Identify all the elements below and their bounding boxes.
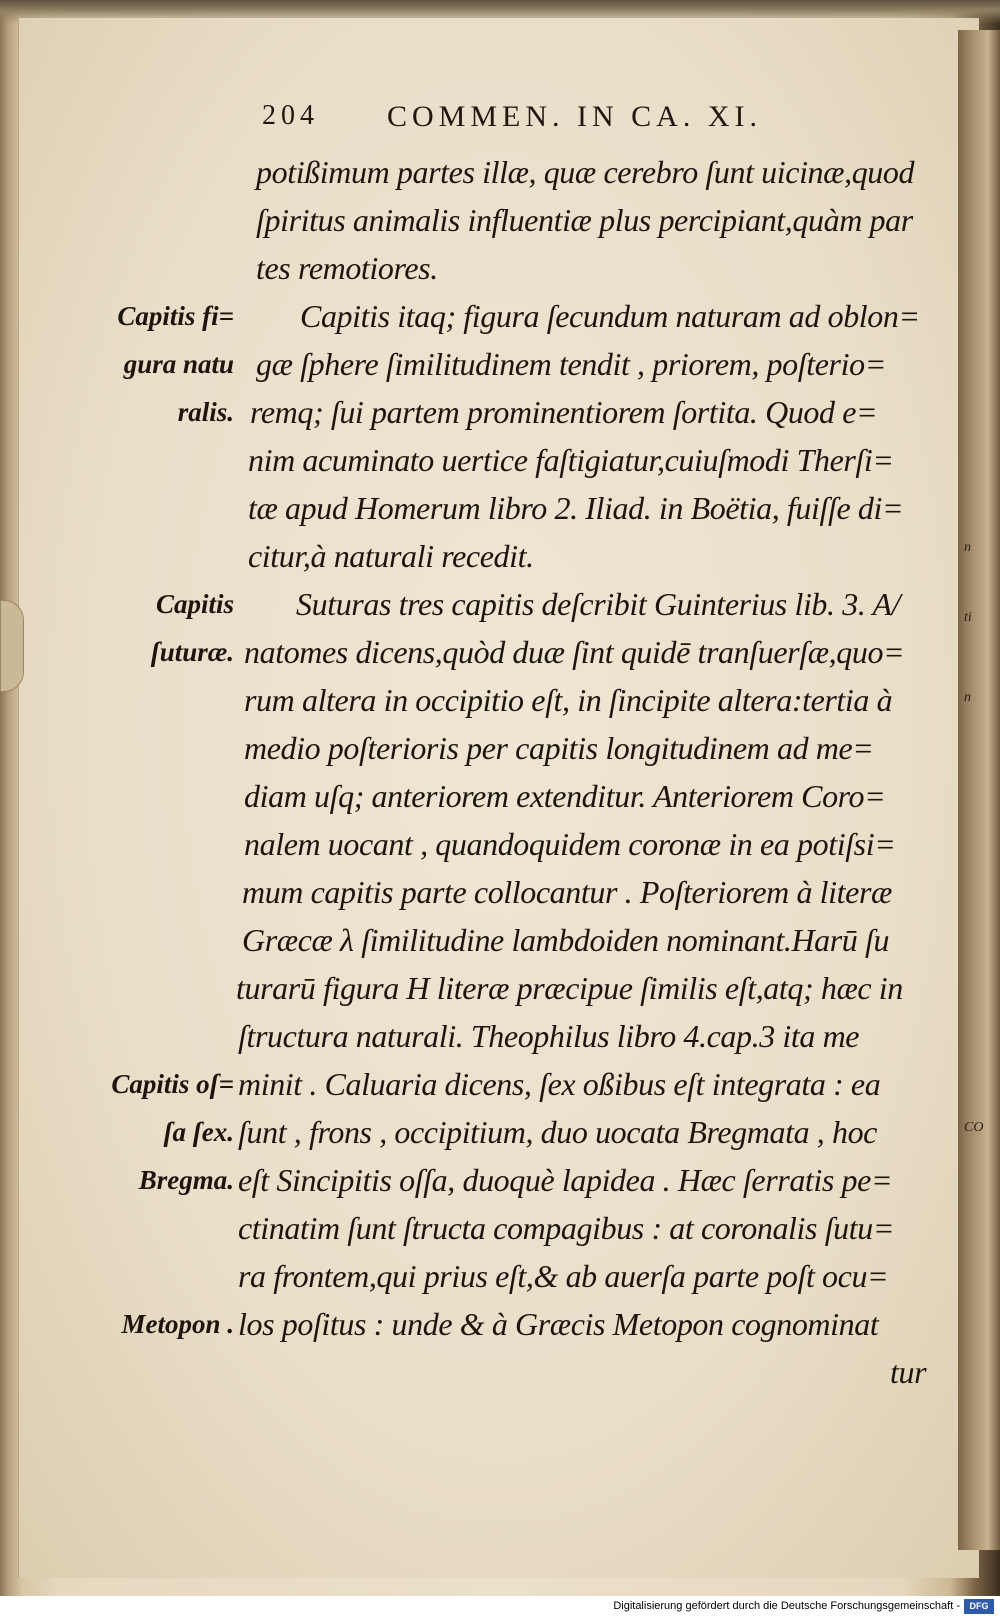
book-clasp: [0, 600, 24, 692]
body-line: diam uſq; anteriorem extenditur. Anteriorem Coro=: [244, 778, 886, 814]
margin-note: Bregma.: [138, 1165, 234, 1195]
body-line: ctinatim ſunt ſtructa compagibus : at coronalis ſutu=: [238, 1210, 895, 1246]
body-line: citur,à naturali recedit.: [248, 538, 534, 574]
body-line: ſunt , frons , occipitium, duo uocata Bregmata , hoc: [238, 1114, 877, 1150]
body-line: eſt Sincipitis oſſa, duoquè lapidea . Hæc ſerratis pe=: [238, 1162, 893, 1198]
margin-note: ralis.: [177, 397, 234, 427]
body-line: Suturas tres capitis deſcribit Guinterius lib. 3. A/: [296, 586, 901, 622]
body-line: rum altera in occipitio eſt, in ſincipite altera:tertia à: [244, 682, 893, 718]
body-line: tæ apud Homerum libro 2. Iliad. in Boëtia, fuiſſe di=: [248, 490, 904, 526]
body-line: ra frontem,qui prius eſt,& ab auerſa parte poſt ocu=: [238, 1258, 889, 1294]
body-line: medio poſterioris per capitis longitudinem ad me=: [244, 730, 874, 766]
body-line: turarū figura H literæ præcipue ſimilis eſt,atq; hæc in: [236, 970, 903, 1006]
body-line: nalem uocant , quandoquidem coronæ in ea potiſsi=: [244, 826, 896, 862]
body-line: gæ ſphere ſimilitudinem tendit , priorem, poſterio=: [256, 346, 886, 382]
body-line: tes remotiores.: [256, 250, 438, 286]
body-line: ſpiritus animalis influentiæ plus percipiant,quàm par: [256, 202, 913, 238]
running-header: [262, 100, 902, 140]
body-line: los poſitus : unde & à Græcis Metopon cognominat: [238, 1306, 879, 1342]
body-line: mum capitis parte collocantur . Poſteriorem à literæ: [242, 874, 892, 910]
body-line: nim acuminato uertice faſtigiatur,cuiuſmodi Therſi=: [248, 442, 894, 478]
next-page-edge: n ti n CO: [958, 30, 1000, 1550]
margin-note: Capitis oſ=: [111, 1069, 234, 1099]
header-title: COMMEN. IN CA. XI.: [387, 100, 762, 133]
body-line: Græcæ λ ſimilitudine lambdoiden nominant.Harū ſu: [242, 922, 890, 958]
margin-note: Capitis fi=: [117, 301, 234, 331]
dfg-logo: DFG: [964, 1599, 994, 1614]
body-line: potißimum partes illæ, quæ cerebro ſunt uicinæ,quod: [256, 154, 915, 190]
footer-credit: Digitalisierung gefördert durch die Deutsche Forschungsgemeinschaft -: [613, 1600, 960, 1612]
body-line: minit . Caluaria dicens, ſex oßibus eſt integrata : ea: [238, 1066, 881, 1102]
margin-note: ſuturæ.: [150, 637, 234, 667]
page-number: 204: [262, 100, 319, 131]
footer-bar: [0, 1596, 1000, 1620]
body-line: remq; ſui partem prominentiorem ſortita. Quod e=: [250, 394, 878, 430]
margin-note: ſa ſex.: [163, 1117, 234, 1147]
body-line: ſtructura naturali. Theophilus libro 4.cap.3 ita me: [238, 1018, 860, 1054]
margin-note: Metopon .: [121, 1309, 234, 1339]
body-line: tur: [890, 1354, 927, 1390]
margin-note: gura natu: [123, 349, 234, 379]
body-line: natomes dicens,quòd duæ ſint quidē tranſuerſæ,quo=: [244, 634, 905, 670]
body-line: Capitis itaq; figura ſecundum naturam ad oblon=: [300, 298, 920, 334]
margin-note: Capitis: [155, 589, 234, 619]
